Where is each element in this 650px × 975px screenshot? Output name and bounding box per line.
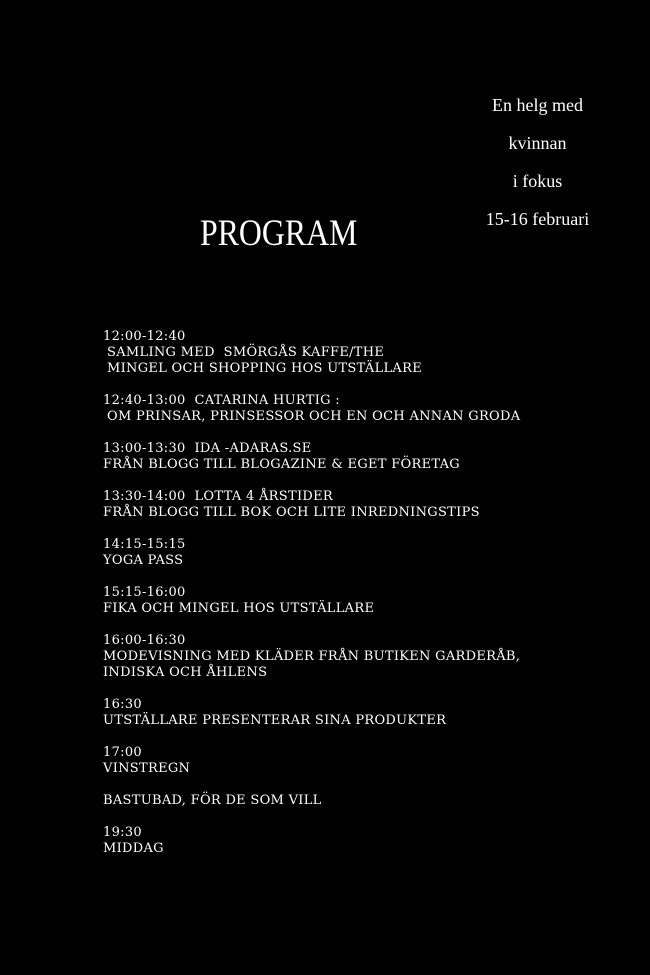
schedule-item — [103, 441, 643, 473]
schedule-description: MINGEL OCH SHOPPING HOS UTSTÄLLARE — [107, 361, 423, 376]
schedule-item-header — [103, 745, 643, 761]
schedule-speaker: CATARINA HURTIG : — [194, 393, 340, 408]
schedule-item-header — [103, 697, 643, 713]
schedule-list — [103, 329, 643, 873]
event-info-line: i fokus — [512, 171, 563, 191]
schedule-description: OM PRINSAR, PRINSESSOR OCH EN OCH ANNAN GRODA — [107, 409, 521, 424]
schedule-description: VINSTREGN — [103, 761, 191, 776]
schedule-description: FRÅN BLOGG TILL BLOGAZINE & EGET FÖRETAG — [103, 457, 460, 472]
schedule-time: 15:15-16:00 — [103, 585, 186, 600]
schedule-time: 12:40-13:00 — [103, 393, 186, 408]
schedule-time: 19:30 — [103, 825, 142, 840]
schedule-time: 12:00-12:40 — [103, 329, 186, 344]
schedule-item — [103, 537, 643, 569]
event-date: 15-16 februari — [485, 209, 590, 229]
schedule-time: 16:30 — [103, 697, 142, 712]
schedule-description: INDISKA OCH ÅHLENS — [103, 665, 268, 680]
schedule-time: 13:30-14:00 — [103, 489, 186, 504]
schedule-description: MODEVISNING MED KLÄDER FRÅN BUTIKEN GARDERÅB, — [103, 649, 521, 664]
schedule-description: FIKA OCH MINGEL HOS UTSTÄLLARE — [103, 601, 375, 616]
schedule-item — [103, 489, 643, 521]
schedule-description: UTSTÄLLARE PRESENTERAR SINA PRODUKTER — [103, 713, 447, 728]
schedule-description: FRÅN BLOGG TILL BOK OCH LITE INREDNINGSTIPS — [103, 505, 480, 520]
schedule-item-header — [103, 585, 643, 601]
schedule-item-header — [103, 489, 643, 505]
schedule-item-header — [103, 329, 643, 345]
schedule-time: 16:00-16:30 — [103, 633, 186, 648]
page-title: PROGRAM — [200, 213, 358, 254]
schedule-item-header — [103, 537, 643, 553]
schedule-item — [103, 329, 643, 377]
schedule-speaker: IDA -ADARAS.SE — [194, 441, 312, 456]
event-info-line: En helg med — [492, 95, 583, 115]
schedule-time: 13:00-13:30 — [103, 441, 186, 456]
schedule-item — [103, 793, 643, 809]
schedule-item — [103, 633, 643, 681]
schedule-item — [103, 585, 643, 617]
schedule-description: BASTUBAD, FÖR DE SOM VILL — [103, 793, 322, 808]
schedule-item-header — [103, 633, 643, 649]
schedule-time: 14:15-15:15 — [103, 537, 186, 552]
schedule-description: YOGA PASS — [103, 553, 184, 568]
schedule-item — [103, 393, 643, 425]
schedule-description: SAMLING MED SMÖRGÅS KAFFE/THE — [107, 345, 385, 360]
schedule-item — [103, 825, 643, 857]
schedule-speaker: LOTTA 4 ÅRSTIDER — [194, 489, 333, 504]
schedule-item-header — [103, 393, 643, 409]
event-info-line: kvinnan — [508, 133, 567, 153]
event-info — [455, 86, 620, 238]
schedule-item-header — [103, 441, 643, 457]
schedule-time: 17:00 — [103, 745, 142, 760]
schedule-item — [103, 745, 643, 777]
schedule-description: MIDDAG — [103, 841, 164, 856]
schedule-item — [103, 697, 643, 729]
schedule-item-header — [103, 825, 643, 841]
